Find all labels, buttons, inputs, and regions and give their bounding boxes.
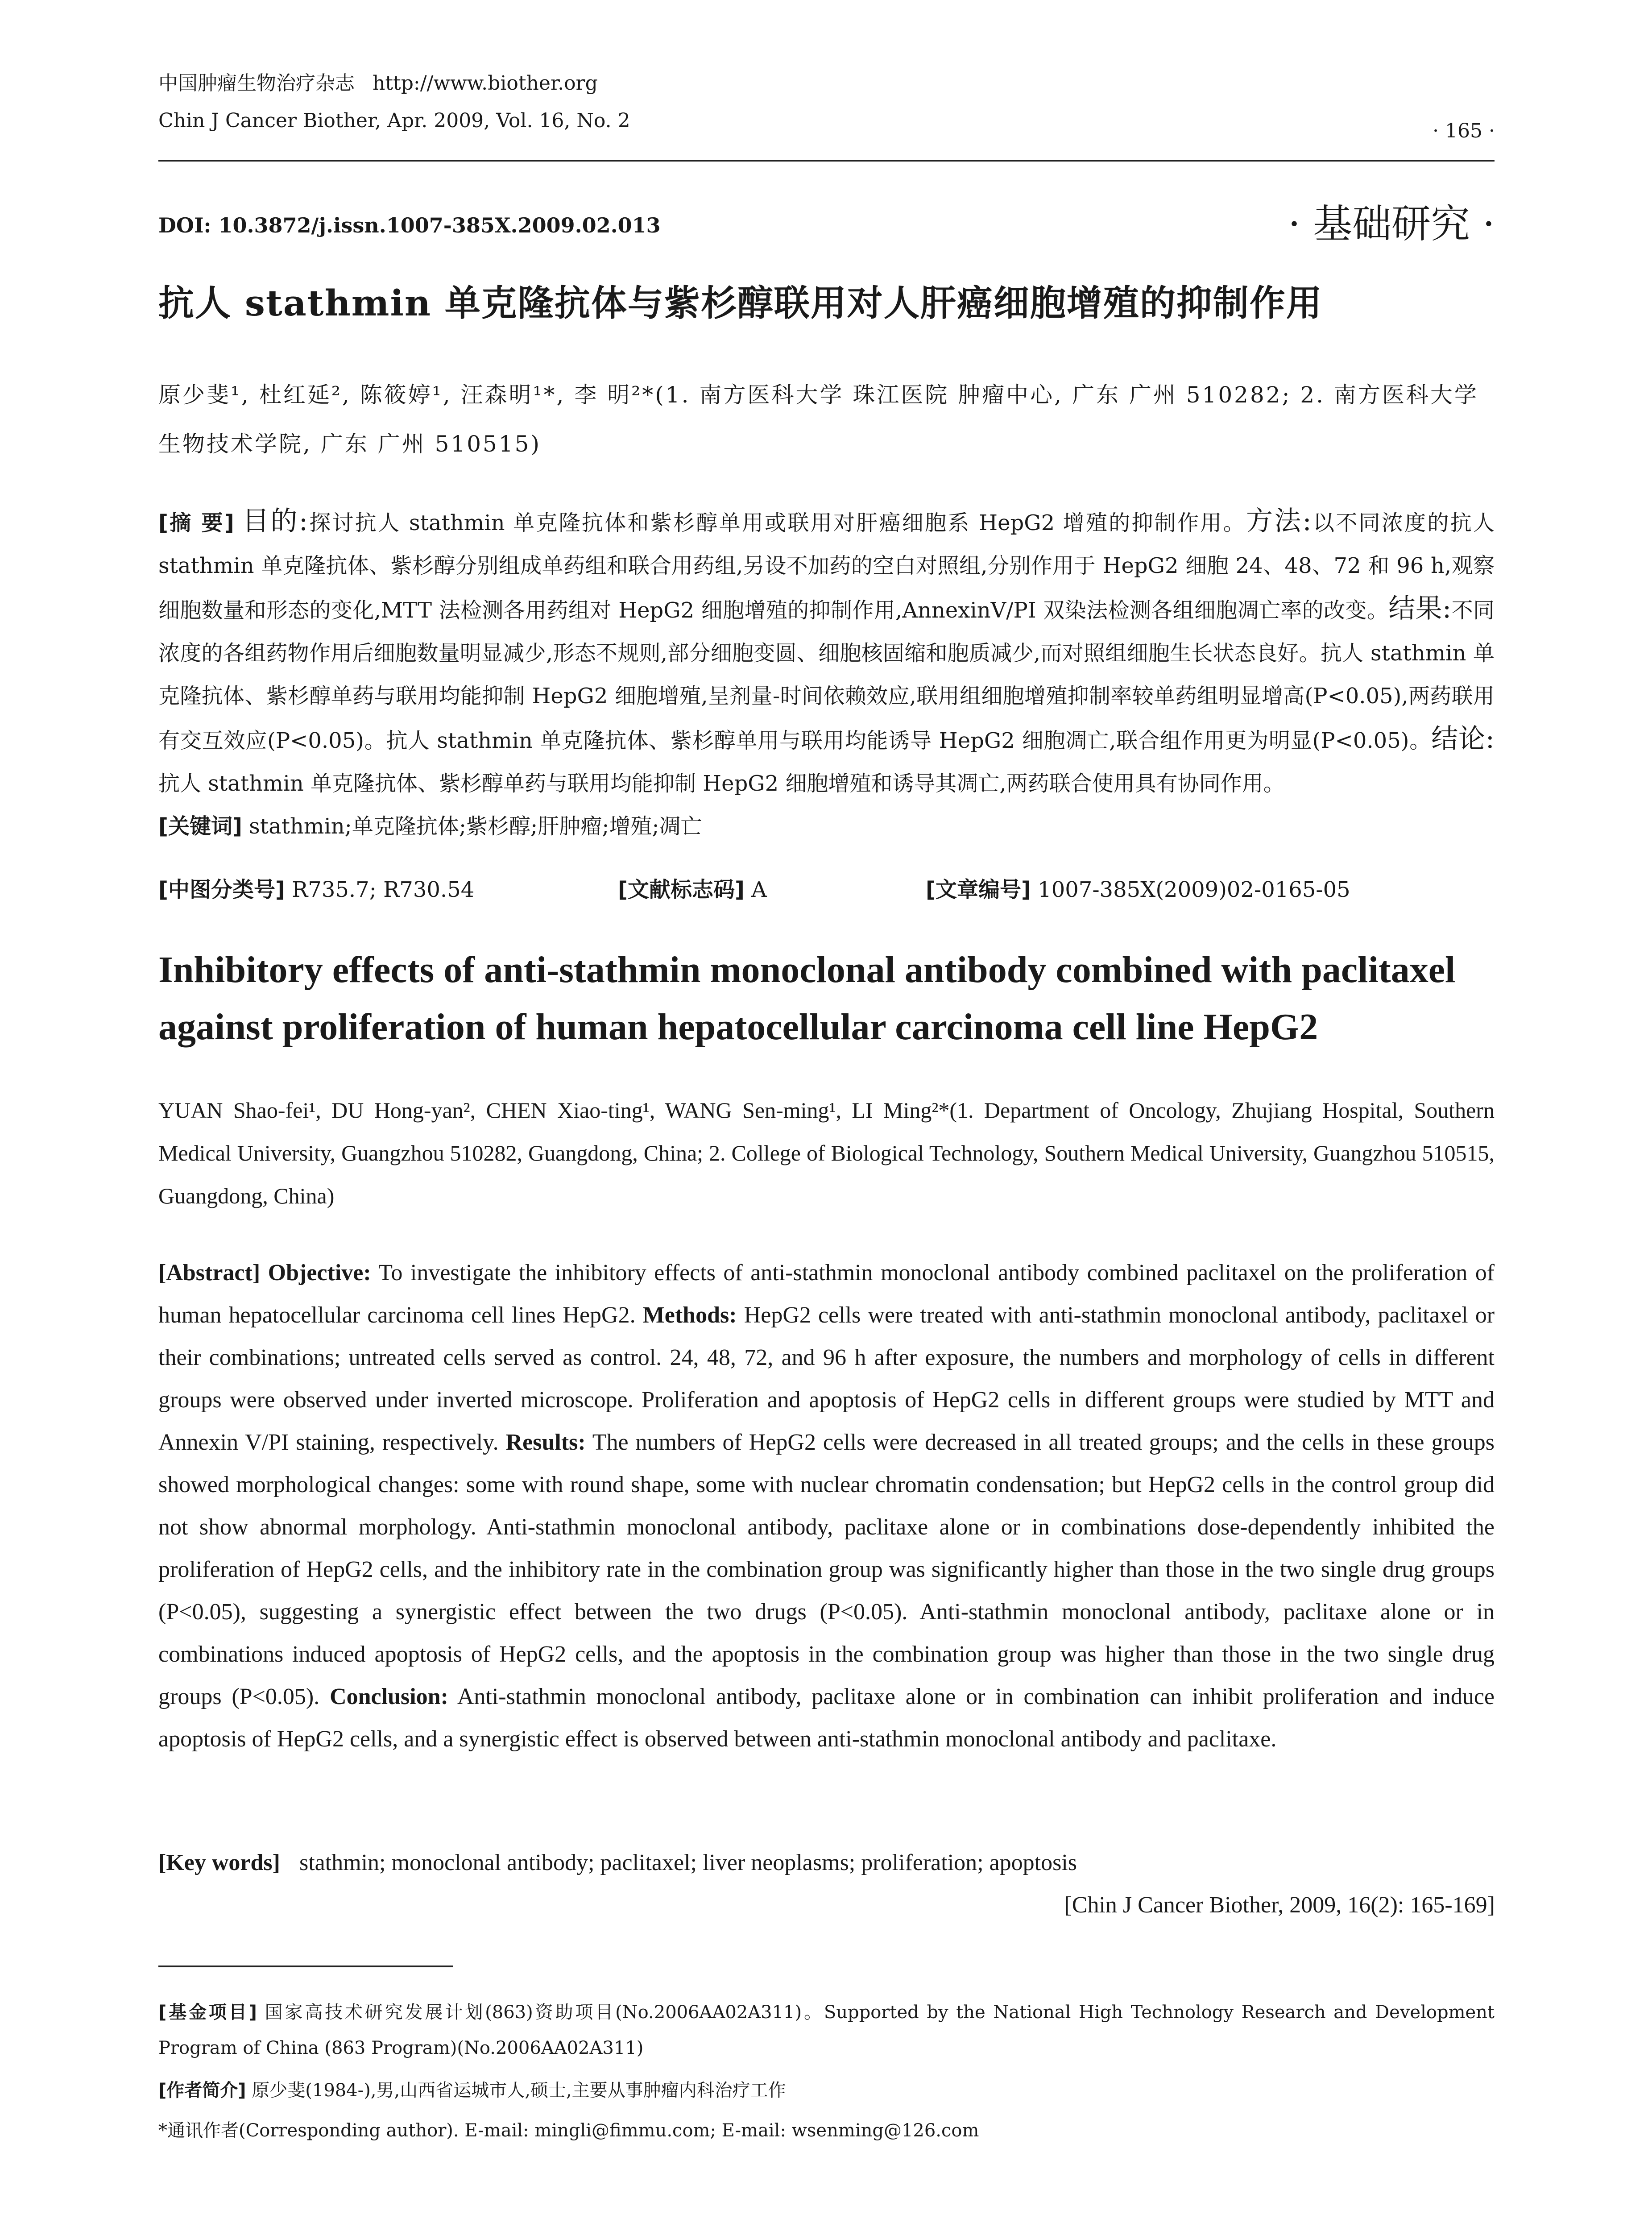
abstract-en	[158, 1252, 1495, 1760]
objective-cn-label: 目的:	[242, 506, 308, 537]
results-en: The numbers of HepG2 cells were decreased in all treated groups; and the cells in these groups showed morphological changes: some with round shape, some with nuclear chromatin condensation; but HepG2 cells in the control group did not show abnormal morphology. Anti-stathmin monoclonal antibody, paclitaxe alone or in combinations dose-dependently inhibited the proliferation of HepG2 cells, and the inhibitory rate in the combination group was significantly higher than those in the two single drug groups (P<0.05), suggesting a synergistic effect between the two drugs (P<0.05). Anti-stathmin monoclonal antibody, paclitaxe alone or in combinations induced apoptosis of HepG2 cells, and the apoptosis in the combination group was higher than those in the two single drug groups (P<0.05).	[158, 1430, 1495, 1709]
author-bio-text: 原少斐(1984-),男,山西省运城市人,硕士,主要从事肿瘤内科治疗工作	[252, 2080, 786, 2101]
abstract-cn	[158, 500, 1495, 848]
conclusion-cn: 抗人 stathmin 单克隆抗体、紫杉醇单药与联用均能抑制 HepG2 细胞增殖和诱导其凋亡,两药联合使用具有协同作用。	[158, 771, 1285, 796]
citation: [Chin J Cancer Biother, 2009, 16(2): 165-169]	[1064, 1892, 1495, 1918]
keywords-cn: stathmin;单克隆抗体;紫杉醇;肝肿瘤;增殖;凋亡	[249, 814, 702, 839]
authors-en: YUAN Shao-fei¹, DU Hong-yan², CHEN Xiao-ting¹, WANG Sen-ming¹, LI Ming²*(1. Department of Oncology, Zhujiang Hospital, Southern Medical University, Guangzhou 510282, Guangdong, China; 2. College of Biological Technology, Southern Medical University, Guangzhou 510515, Guangdong, China)	[158, 1098, 1495, 1208]
doc-code-label: [文献标志码]	[618, 877, 745, 902]
title-en-line-2: against proliferation of human hepatocellular carcinoma cell line HepG2	[158, 1006, 1318, 1048]
fund-text: 国家高技术研究发展计划(863)资助项目(No.2006AA02A311)。Supported by the National High Technology Research and Development Program of China (863 Program)(No.2006AA02A311)	[158, 2002, 1495, 2058]
journal-name-cn	[158, 67, 598, 95]
clc-group	[158, 872, 474, 903]
objective-en-label: Objective:	[268, 1260, 371, 1286]
title-en	[158, 941, 1497, 1056]
keywords-cn-label: [关键词]	[158, 814, 242, 839]
doc-code-group	[618, 872, 767, 903]
results-en-label: Results:	[505, 1430, 586, 1455]
clc-value: R735.7; R730.54	[292, 877, 475, 902]
objective-cn: 探讨抗人 stathmin 单克隆抗体和紫杉醇单用或联用对肝癌细胞系 HepG2 增殖的抑制作用。	[308, 510, 1246, 535]
keywords-en-row	[158, 1849, 1495, 1876]
article-no-label: [文章编号]	[926, 877, 1031, 902]
conclusion-en-label: Conclusion:	[330, 1684, 448, 1709]
author-bio-label: [作者简介]	[158, 2080, 246, 2101]
footnote-author	[158, 2073, 1495, 2108]
keywords-en-label: [Key words]	[158, 1850, 280, 1875]
abstract-cn-label: [摘 要]	[158, 510, 234, 535]
footnote-corresponding: *通讯作者(Corresponding author). E-mail: mingli@fimmu.com; E-mail: wsenming@126.com	[158, 2120, 979, 2141]
conclusion-cn-label: 结论:	[1431, 723, 1495, 755]
clc-label: [中图分类号]	[158, 877, 285, 902]
conclusion-en: Anti-stathmin monoclonal antibody, paclitaxe alone or in combination can inhibit proliferation and induce apoptosis of HepG2 cells, and a synergistic effect is observed between anti-stathmin monoclonal antibody and paclitaxe.	[158, 1684, 1495, 1752]
results-cn-label: 结果:	[1388, 593, 1452, 624]
article-no-value: 1007-385X(2009)02-0165-05	[1038, 877, 1350, 902]
methods-en-label: Methods:	[642, 1302, 737, 1328]
header-divider	[158, 160, 1495, 162]
objective-en: To investigate the inhibitory effects of anti-stathmin monoclonal antibody combined paclitaxel on the proliferation of human hepatocellular carcinoma cell lines HepG2.	[158, 1260, 1495, 1328]
footnote-fund	[158, 1995, 1495, 2066]
methods-en: HepG2 cells were treated with anti-stathmin monoclonal antibody, paclitaxel or their combinations; untreated cells served as control. 24, 48, 72, and 96 h after exposure, the numbers and morphology of cells in different groups were observed under inverted microscope. Proliferation and apoptosis of HepG2 cells in different groups were studied by MTT and Annexin V/PI staining, respectively.	[158, 1302, 1495, 1455]
doi: DOI: 10.3872/j.issn.1007-385X.2009.02.013	[158, 213, 661, 237]
journal-name-en: Chin J Cancer Biother, Apr. 2009, Vol. 16, No. 2	[158, 109, 630, 132]
article-no-group	[926, 872, 1350, 903]
methods-cn: 以不同浓度的抗人 stathmin 单克隆抗体、紫杉醇分别组成单药组和联合用药组,另设不加药的空白对照组,分别作用于 HepG2 细胞 24、48、72 和 96 h,观察细胞数量和形态的变化,MTT 法检测各用药组对 HepG2 细胞增殖的抑制作用,AnnexinV/PI 双染法检测各组细胞凋亡率的改变。	[158, 510, 1495, 623]
journal-url[interactable]: http://www.biother.org	[373, 72, 598, 95]
section-label: · 基础研究 ·	[1288, 201, 1495, 247]
doc-code-value: A	[751, 877, 767, 902]
abstract-en-label: [Abstract]	[158, 1260, 261, 1286]
results-cn: 不同浓度的各组药物作用后细胞数量明显减少,形态不规则,部分细胞变圆、细胞核固缩和胞质减少,而对照组细胞生长状态良好。抗人 stathmin 单克隆抗体、紫杉醇单药与联用均能抑制 HepG2 细胞增殖,呈剂量-时间依赖效应,联用组细胞增殖抑制率较单药组明显增高(P<0.05),两药联用有交互效应(P<0.05)。抗人 stathmin 单克隆抗体、紫杉醇单用与联用均能诱导 HepG2 细胞凋亡,联合组作用更为明显(P<0.05)。	[158, 598, 1495, 753]
keywords-en: stathmin; monoclonal antibody; paclitaxel; liver neoplasms; proliferation; apoptosis	[299, 1850, 1077, 1875]
fund-label: [基金项目]	[158, 2002, 257, 2023]
methods-cn-label: 方法:	[1246, 506, 1312, 537]
title-en-line-1: Inhibitory effects of anti-stathmin monoclonal antibody combined with paclitaxel	[158, 949, 1456, 991]
footnote-divider	[158, 1966, 453, 1967]
page-number: · 165 ·	[1433, 120, 1495, 142]
title-cn: 抗人 stathmin 单克隆抗体与紫杉醇联用对人肝癌细胞增殖的抑制作用	[158, 282, 1323, 324]
journal-title-cn: 中国肿瘤生物治疗杂志	[158, 72, 355, 95]
authors-cn: 原少斐¹, 杜红延², 陈筱婷¹, 汪森明¹*, 李 明²*(1. 南方医科大学 珠江医院 肿瘤中心, 广东 广州 510282; 2. 南方医科大学 生物技术学院, 广东 广州 510515)	[158, 382, 1478, 457]
